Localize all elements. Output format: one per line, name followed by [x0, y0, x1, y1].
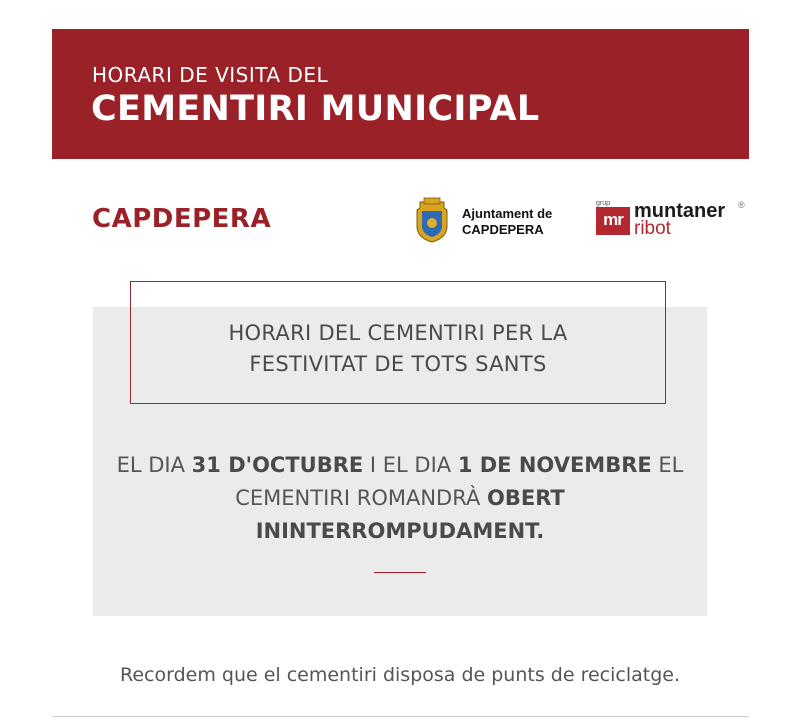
town-name: CAPDEPERA [92, 204, 272, 234]
notice-body-part3: EL CEMENTIRI ROMANDRÀ [235, 453, 684, 510]
banner-subtitle: HORARI DE VISITA DEL [92, 63, 329, 87]
notice-hours: OBERT ININTERROMPUDAMENT. [255, 486, 565, 543]
notice-heading-line1: HORARI DEL CEMENTIRI PER LA [228, 321, 568, 345]
header-banner [52, 29, 749, 159]
notice-body-part1: EL DIA [116, 453, 192, 477]
bottom-rule [52, 716, 749, 717]
notice-body-part2: I EL DIA [363, 453, 458, 477]
crest-icon [414, 196, 450, 244]
muntaner-ribot-logo [596, 198, 756, 242]
banner-title: CEMENTIRI MUNICIPAL [91, 89, 540, 129]
muntaner-name: muntaner [634, 200, 726, 222]
notice-date2: 1 DE NOVEMBRE [457, 453, 652, 477]
ajuntament-line2: CAPDEPERA [462, 222, 544, 237]
notice-body [110, 449, 690, 548]
ajuntament-logo [414, 196, 564, 246]
ajuntament-line1: Ajuntament de [462, 206, 553, 221]
notice-date1: 31 D'OCTUBRE [191, 453, 364, 477]
muntaner-mark: mr [596, 207, 630, 235]
divider-line [374, 572, 426, 573]
recycling-note: Recordem que el cementiri disposa de punts de reciclatge. [120, 664, 680, 686]
notice-heading [130, 318, 666, 380]
muntaner-group-label: grup [596, 200, 611, 207]
registered-mark: ® [738, 200, 745, 210]
notice-heading-line2: FESTIVITAT DE TOTS SANTS [249, 352, 547, 376]
ribot-name: ribot [634, 218, 671, 239]
